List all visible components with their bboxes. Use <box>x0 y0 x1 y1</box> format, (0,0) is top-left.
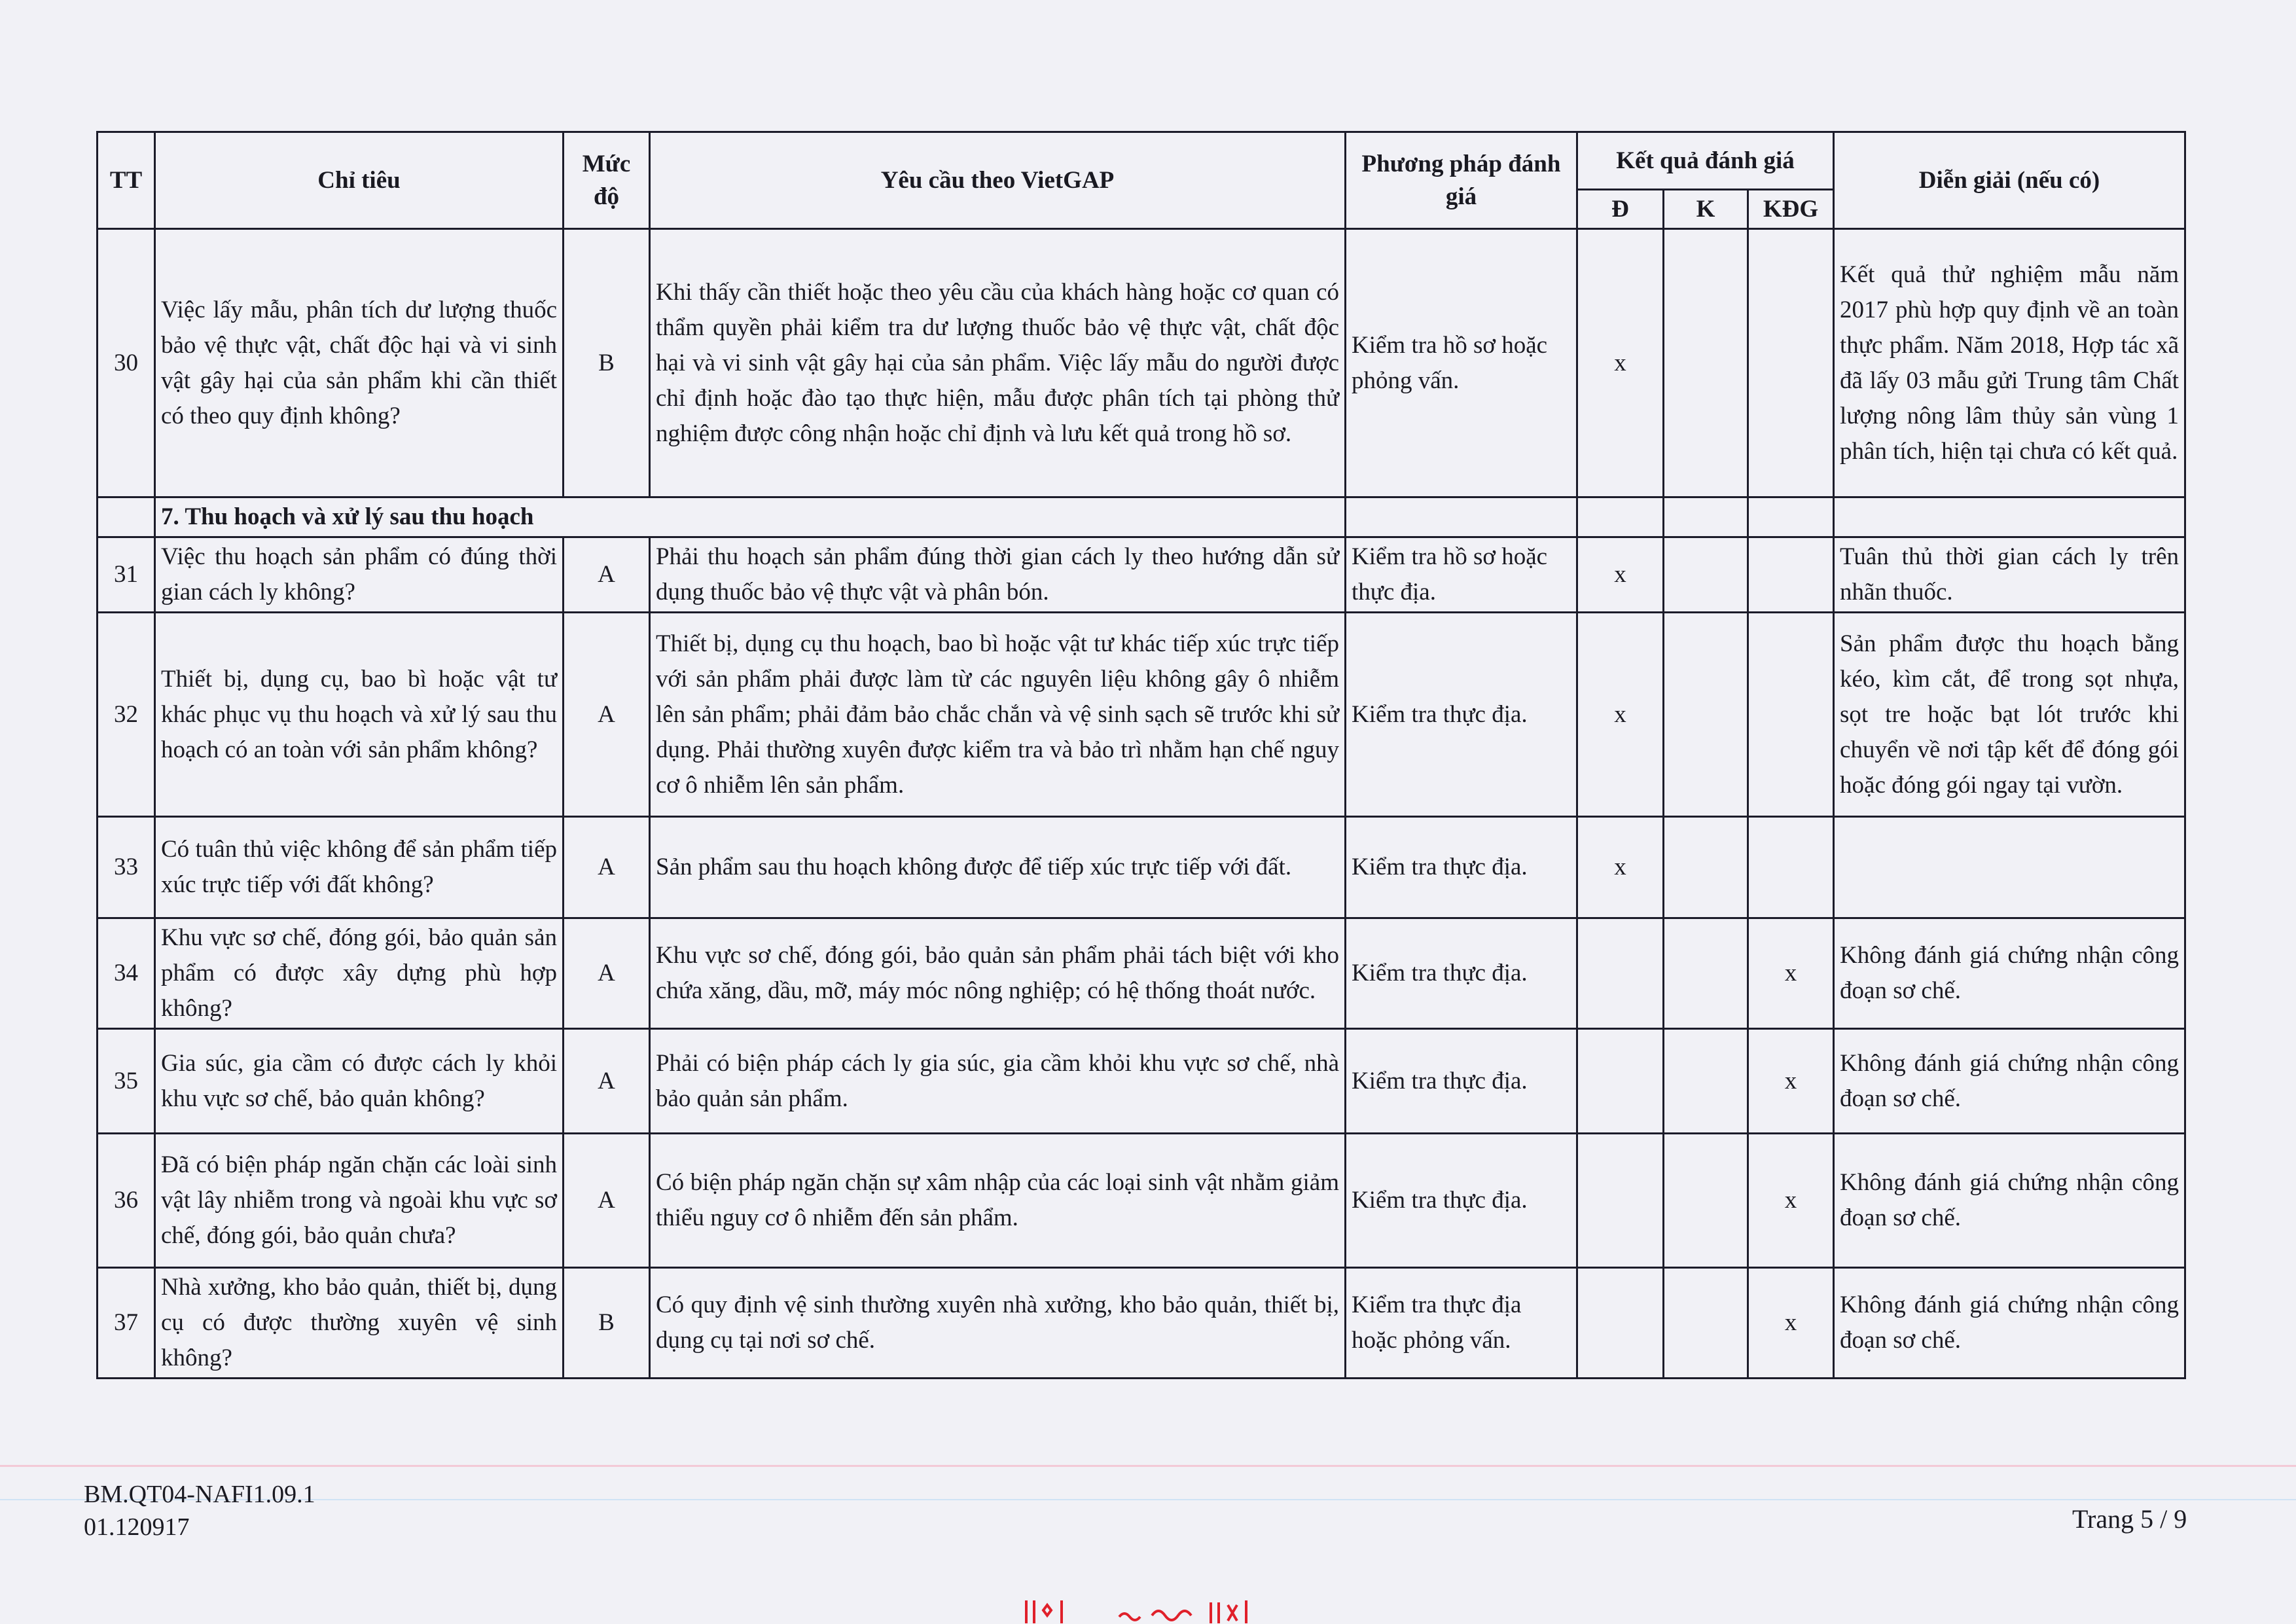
row-level: A <box>564 537 650 613</box>
row-level: A <box>564 1134 650 1268</box>
header-requirement: Yêu cầu theo VietGAP <box>650 132 1346 229</box>
row-tt: 30 <box>98 229 155 497</box>
row-explanation: Tuân thủ thời gian cách ly trên nhãn thuốc. <box>1834 537 2185 613</box>
row-tt: 34 <box>98 918 155 1029</box>
row-requirement: Thiết bị, dụng cụ thu hoạch, bao bì hoặc vật tư khác tiếp xúc trực tiếp với sản phẩm phải được làm từ các nguyên liệu không gây ô nhiễm lên sản phẩm; phải đảm bảo chắc chắn và vệ sinh sạch sẽ trước khi sử dụng. Phải thường xuyên được kiểm tra và bảo trì nhằm hạn chế nguy cơ ô nhiễm lên sản phẩm. <box>650 613 1346 817</box>
row-result-k <box>1664 229 1748 497</box>
row-result-d: x <box>1577 229 1664 497</box>
section-row <box>98 497 2185 537</box>
row-result-k <box>1664 1029 1748 1134</box>
row-result-d: x <box>1577 613 1664 817</box>
row-level: B <box>564 1268 650 1379</box>
form-code: BM.QT04-NAFI1.09.1 <box>84 1481 315 1508</box>
footer-form-info <box>84 1478 315 1543</box>
row-tt: 35 <box>98 1029 155 1134</box>
row-result-d <box>1577 1268 1664 1379</box>
section-empty-kdg <box>1748 497 1834 537</box>
page-number: Trang 5 / 9 <box>2072 1504 2187 1534</box>
header-result-k: K <box>1664 190 1748 229</box>
row-method: Kiểm tra hồ sơ hoặc phỏng vấn. <box>1346 229 1577 497</box>
row-explanation: Không đánh giá chứng nhận công đoạn sơ chế. <box>1834 1134 2185 1268</box>
scan-artifact-line <box>0 1499 2296 1500</box>
section-title: 7. Thu hoạch và xử lý sau thu hoạch <box>155 497 1346 537</box>
row-requirement: Sản phẩm sau thu hoạch không được để tiếp xúc trực tiếp với đất. <box>650 817 1346 918</box>
row-requirement: Phải thu hoạch sản phẩm đúng thời gian cách ly theo hướng dẫn sử dụng thuốc bảo vệ thực vật và phân bón. <box>650 537 1346 613</box>
row-criteria: Việc lấy mẫu, phân tích dư lượng thuốc bảo vệ thực vật, chất độc hại và vi sinh vật gây hại của sản phẩm khi cần thiết có theo quy định không? <box>155 229 564 497</box>
header-explanation: Diễn giải (nếu có) <box>1834 132 2185 229</box>
row-result-kdg <box>1748 537 1834 613</box>
row-criteria: Gia súc, gia cầm có được cách ly khỏi khu vực sơ chế, bảo quản không? <box>155 1029 564 1134</box>
section-spacer <box>98 497 155 537</box>
row-method: Kiểm tra thực địa hoặc phỏng vấn. <box>1346 1268 1577 1379</box>
table-row <box>98 613 2185 817</box>
row-result-kdg <box>1748 229 1834 497</box>
row-result-kdg: x <box>1748 1268 1834 1379</box>
row-method: Kiểm tra thực địa. <box>1346 918 1577 1029</box>
row-explanation <box>1834 817 2185 918</box>
table-row <box>98 229 2185 497</box>
row-method: Kiểm tra thực địa. <box>1346 1029 1577 1134</box>
section-empty-d <box>1577 497 1664 537</box>
row-criteria: Khu vực sơ chế, đóng gói, bảo quản sản phẩm có được xây dựng phù hợp không? <box>155 918 564 1029</box>
row-result-kdg <box>1748 817 1834 918</box>
row-criteria: Thiết bị, dụng cụ, bao bì hoặc vật tư khác phục vụ thu hoạch và xử lý sau thu hoạch có an toàn với sản phẩm không? <box>155 613 564 817</box>
scan-artifact-line <box>0 1465 2296 1467</box>
row-explanation: Sản phẩm được thu hoạch bằng kéo, kìm cắt, để trong sọt nhựa, sọt tre hoặc bạt lót trước khi chuyển về nơi tập kết để đóng gói hoặc đóng gói ngay tại vườn. <box>1834 613 2185 817</box>
row-tt: 33 <box>98 817 155 918</box>
row-result-d: x <box>1577 537 1664 613</box>
row-requirement: Phải có biện pháp cách ly gia súc, gia cầm khỏi khu vực sơ chế, nhà bảo quản sản phẩm. <box>650 1029 1346 1134</box>
row-result-d <box>1577 1029 1664 1134</box>
row-requirement: Khi thấy cần thiết hoặc theo yêu cầu của khách hàng hoặc cơ quan có thẩm quyền phải kiểm tra dư lượng thuốc bảo vệ thực vật, chất độc hại và vi sinh vật gây hại của sản phẩm. Việc lấy mẫu do người được chỉ định hoặc đào tạo thực hiện, mẫu được phân tích tại phòng thử nghiệm được công nhận hoặc chỉ định và lưu kết quả trong hồ sơ. <box>650 229 1346 497</box>
header-result-kdg: KĐG <box>1748 190 1834 229</box>
row-criteria: Đã có biện pháp ngăn chặn các loài sinh vật lây nhiễm trong và ngoài khu vực sơ chế, đóng gói, bảo quản chưa? <box>155 1134 564 1268</box>
row-result-k <box>1664 613 1748 817</box>
header-criteria: Chỉ tiêu <box>155 132 564 229</box>
row-result-k <box>1664 1268 1748 1379</box>
header-tt: TT <box>98 132 155 229</box>
evaluation-table <box>96 131 2186 1379</box>
row-result-k <box>1664 918 1748 1029</box>
row-result-k <box>1664 1134 1748 1268</box>
row-requirement: Khu vực sơ chế, đóng gói, bảo quản sản phẩm phải tách biệt với kho chứa xăng, dầu, mỡ, máy móc nông nghiệp; có hệ thống thoát nước. <box>650 918 1346 1029</box>
table-row <box>98 1029 2185 1134</box>
row-method: Kiểm tra hồ sơ hoặc thực địa. <box>1346 537 1577 613</box>
row-result-k <box>1664 817 1748 918</box>
row-method: Kiểm tra thực địa. <box>1346 1134 1577 1268</box>
row-criteria: Việc thu hoạch sản phẩm có đúng thời gian cách ly không? <box>155 537 564 613</box>
table-row <box>98 918 2185 1029</box>
row-level: A <box>564 1029 650 1134</box>
row-criteria: Nhà xưởng, kho bảo quản, thiết bị, dụng cụ có được thường xuyên vệ sinh không? <box>155 1268 564 1379</box>
row-result-d <box>1577 1134 1664 1268</box>
row-explanation: Kết quả thử nghiệm mẫu năm 2017 phù hợp quy định về an toàn thực phẩm. Năm 2018, Hợp tác xã đã lấy 03 mẫu gửi Trung tâm Chất lượng nông lâm thủy sản vùng 1 phân tích, hiện tại chưa có kết quả. <box>1834 229 2185 497</box>
form-version: 01.120917 <box>84 1513 190 1541</box>
row-requirement: Có biện pháp ngăn chặn sự xâm nhập của các loại sinh vật nhằm giảm thiểu nguy cơ ô nhiễm đến sản phẩm. <box>650 1134 1346 1268</box>
row-tt: 32 <box>98 613 155 817</box>
table-row <box>98 537 2185 613</box>
row-tt: 31 <box>98 537 155 613</box>
row-level: A <box>564 613 650 817</box>
row-method: Kiểm tra thực địa. <box>1346 613 1577 817</box>
section-empty-k <box>1664 497 1748 537</box>
row-result-kdg: x <box>1748 918 1834 1029</box>
table-row <box>98 1134 2185 1268</box>
row-explanation: Không đánh giá chứng nhận công đoạn sơ chế. <box>1834 918 2185 1029</box>
section-empty-method <box>1346 497 1577 537</box>
row-result-kdg: x <box>1748 1029 1834 1134</box>
row-level: A <box>564 918 650 1029</box>
row-tt: 37 <box>98 1268 155 1379</box>
row-result-kdg <box>1748 613 1834 817</box>
row-level: B <box>564 229 650 497</box>
row-result-k <box>1664 537 1748 613</box>
row-explanation: Không đánh giá chứng nhận công đoạn sơ chế. <box>1834 1029 2185 1134</box>
stamp-edge-marks <box>1021 1597 1309 1624</box>
header-result: Kết quả đánh giá <box>1577 132 1834 190</box>
header-level: Mức độ <box>564 132 650 229</box>
row-result-d: x <box>1577 817 1664 918</box>
row-result-d <box>1577 918 1664 1029</box>
row-tt: 36 <box>98 1134 155 1268</box>
row-result-kdg: x <box>1748 1134 1834 1268</box>
row-method: Kiểm tra thực địa. <box>1346 817 1577 918</box>
row-level: A <box>564 817 650 918</box>
row-requirement: Có quy định vệ sinh thường xuyên nhà xưởng, kho bảo quản, thiết bị, dụng cụ tại nơi sơ chế. <box>650 1268 1346 1379</box>
table-row <box>98 817 2185 918</box>
row-criteria: Có tuân thủ việc không để sản phẩm tiếp xúc trực tiếp với đất không? <box>155 817 564 918</box>
table-row <box>98 1268 2185 1379</box>
header-row <box>98 132 2185 190</box>
row-explanation: Không đánh giá chứng nhận công đoạn sơ chế. <box>1834 1268 2185 1379</box>
header-result-d: Đ <box>1577 190 1664 229</box>
header-method: Phương pháp đánh giá <box>1346 132 1577 229</box>
section-empty-explanation <box>1834 497 2185 537</box>
